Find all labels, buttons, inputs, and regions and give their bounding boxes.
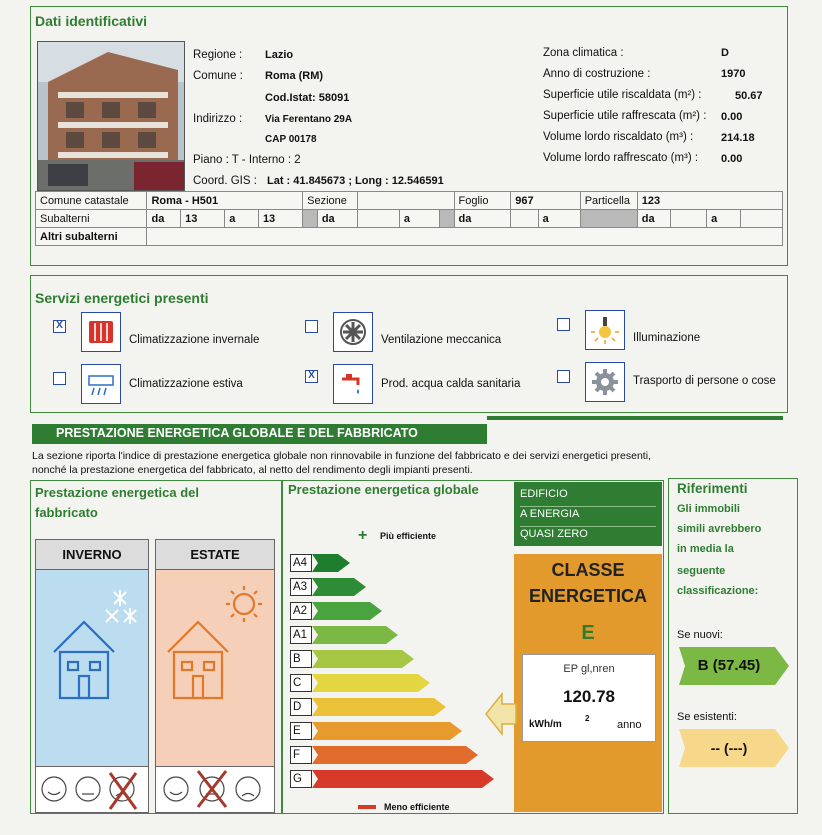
check-illuminazione[interactable] [557, 318, 570, 331]
sezione-value [357, 192, 454, 210]
subalterni-label: Subalterni [36, 210, 147, 228]
check-acqua-calda[interactable]: X [305, 370, 318, 383]
comune-value: Roma (RM) [265, 70, 324, 82]
vol-raff-value: 0.00 [721, 153, 743, 165]
ep-anno: anno [617, 719, 642, 731]
particella-value: 123 [637, 192, 782, 210]
foglio-label: Foglio [454, 192, 511, 210]
nzeb-line-2: A ENERGIA [520, 508, 580, 520]
particella-label: Particella [580, 192, 637, 210]
radiator-icon [81, 312, 121, 352]
check-climatizzazione-invernale[interactable]: X [53, 320, 66, 333]
fabbricato-title-2: fabbricato [35, 505, 98, 520]
sub-empty-3 [671, 210, 707, 228]
nzeb-line-3: QUASI ZERO [520, 528, 588, 540]
a-3: a [538, 210, 580, 228]
indirizzo-label: Indirizzo : [193, 113, 243, 125]
a-1: a [225, 210, 259, 228]
plus-icon: + [358, 527, 368, 544]
label-illuminazione: Illuminazione [633, 332, 701, 344]
lamp-icon [585, 310, 625, 350]
banner-line [487, 416, 783, 420]
catasto-table [35, 191, 783, 246]
label-climatizzazione-invernale: Climatizzazione invernale [129, 334, 260, 346]
intro-line-1: La sezione riporta l'indice di prestazione energetica globale non rinnovabile in funzione del fabbricato e dei servizi energetici presenti, [32, 450, 651, 462]
label-ventilazione-meccanica: Ventilazione meccanica [381, 334, 502, 346]
inverno-label: INVERNO [36, 540, 148, 570]
sub-to-value: 13 [258, 210, 302, 228]
sezione-label: Sezione [303, 192, 358, 210]
gear-icon [585, 362, 625, 402]
da-2: da [317, 210, 357, 228]
inverno-rating [36, 766, 148, 812]
fabbricato-title-1: Prestazione energetica del [35, 485, 200, 500]
riferimenti-text-5: classificazione: [677, 585, 759, 597]
vol-risc-label: Volume lordo riscaldato (m³) : [543, 131, 694, 143]
sup-risc-value: 50.67 [735, 90, 763, 102]
identification-title: Dati identificativi [35, 13, 148, 29]
classe-label-2: ENERGETICA [528, 586, 647, 606]
zona-value: D [721, 47, 729, 59]
globale-title: Prestazione energetica globale [288, 482, 479, 497]
minus-icon [358, 805, 376, 809]
level-label-a4: A4 [290, 554, 312, 572]
air-conditioner-icon [81, 364, 121, 404]
level-bar-f [312, 746, 480, 764]
vol-risc-value: 214.18 [721, 132, 755, 144]
ep-label: EP gl,nren [563, 663, 615, 675]
level-bar-b [312, 650, 416, 668]
label-trasporto: Trasporto di persone o cose [633, 375, 776, 387]
regione-label: Regione : [193, 49, 243, 61]
coord-value: Lat : 41.845673 ; Long : 12.546591 [267, 175, 444, 187]
nzeb-line-1: EDIFICIO [520, 488, 568, 500]
riferimenti-panel [668, 478, 798, 814]
esistenti-label: Se esistenti: [677, 711, 737, 723]
foglio-value: 967 [511, 192, 580, 210]
level-bar-e [312, 722, 464, 740]
cap-value: CAP 00178 [265, 134, 317, 145]
building-photo [37, 41, 185, 191]
riferimenti-text-1: Gli immobili [677, 503, 740, 515]
identification-section [30, 6, 788, 266]
label-climatizzazione-estiva: Climatizzazione estiva [129, 378, 243, 390]
level-bar-g [312, 770, 496, 788]
nuovi-value: B (57.45) [697, 657, 761, 674]
check-trasporto[interactable] [557, 370, 570, 383]
services-section [30, 275, 788, 413]
level-label-a3: A3 [290, 578, 312, 596]
anno-value: 1970 [721, 68, 746, 80]
services-title: Servizi energetici presenti [35, 290, 209, 306]
ep-value: 120.78 [563, 687, 615, 706]
ep-unit-exponent: 2 [585, 714, 590, 723]
nzeb-box [514, 482, 662, 546]
fabbricato-panel [30, 480, 282, 814]
level-label-a1: A1 [290, 626, 312, 644]
istat-value: Cod.Istat: 58091 [265, 92, 350, 104]
esistenti-value: -- (---) [710, 740, 748, 756]
estate-rating [156, 766, 274, 812]
estate-box [155, 539, 275, 813]
riferimenti-text-4: seguente [677, 565, 726, 577]
intro-line-2: nonché la prestazione energetica del fabbricato, al netto del rendimento degli impianti presenti. [32, 464, 473, 476]
level-label-a2: A2 [290, 602, 312, 620]
level-bar-a4 [312, 554, 352, 572]
label-acqua-calda: Prod. acqua calda sanitaria [381, 378, 521, 390]
comune-catastale-value: Roma - H501 [147, 192, 303, 210]
level-bar-a2 [312, 602, 384, 620]
zona-label: Zona climatica : [543, 47, 624, 59]
sub-empty-4 [740, 210, 782, 228]
sub-divider-1 [303, 210, 318, 228]
anno-label: Anno di costruzione : [543, 68, 651, 80]
piano-value: Piano : T - Interno : 2 [193, 154, 301, 166]
classe-value: E [581, 622, 595, 644]
ep-unit: kWh/m [529, 719, 562, 730]
classe-label-1: CLASSE [551, 560, 625, 580]
indirizzo-value: Via Ferentano 29A [265, 114, 353, 125]
level-label-e: E [290, 722, 312, 740]
sub-empty-2 [511, 210, 538, 228]
fan-icon [333, 312, 373, 352]
comune-label: Comune : [193, 70, 243, 82]
level-bar-d [312, 698, 448, 716]
check-ventilazione-meccanica[interactable] [305, 320, 318, 333]
level-label-c: C [290, 674, 312, 692]
check-climatizzazione-estiva[interactable] [53, 372, 66, 385]
ep-box [522, 654, 656, 742]
da-1: da [147, 210, 181, 228]
sup-raff-label: Superficie utile raffrescata (m²) : [543, 110, 707, 122]
house-winter-icon [36, 570, 150, 768]
faucet-icon [333, 364, 373, 404]
level-label-b: B [290, 650, 312, 668]
sub-empty-1 [357, 210, 399, 228]
inverno-box [35, 539, 149, 813]
sub-divider-3 [580, 210, 637, 228]
altri-subalterni-label: Altri subalterni [36, 228, 147, 246]
coord-label: Coord. GIS : [193, 175, 257, 187]
piu-efficiente: Più efficiente [380, 531, 437, 541]
house-summer-icon [156, 570, 276, 768]
vol-raff-label: Volume lordo raffrescato (m³) : [543, 152, 699, 164]
da-4: da [637, 210, 671, 228]
sub-from-value: 13 [181, 210, 225, 228]
level-bar-c [312, 674, 432, 692]
sup-raff-value: 0.00 [721, 111, 743, 123]
a-4: a [707, 210, 741, 228]
prestazione-banner: PRESTAZIONE ENERGETICA GLOBALE E DEL FABBRICATO [32, 424, 487, 444]
level-label-d: D [290, 698, 312, 716]
nuovi-label: Se nuovi: [677, 629, 723, 641]
sup-risc-label: Superficie utile riscaldata (m²) : [543, 89, 702, 101]
level-bar-a1 [312, 626, 400, 644]
class-pointer-arrow [484, 690, 518, 738]
estate-label: ESTATE [156, 540, 274, 570]
a-2: a [399, 210, 439, 228]
level-label-g: G [290, 770, 312, 788]
riferimenti-text-2: simili avrebbero [677, 523, 762, 535]
da-3: da [454, 210, 511, 228]
level-bar-a3 [312, 578, 368, 596]
level-label-f: F [290, 746, 312, 764]
riferimenti-text-3: in media la [677, 543, 734, 555]
comune-catastale-label: Comune catastale [36, 192, 147, 210]
riferimenti-title: Riferimenti [677, 481, 748, 496]
regione-value: Lazio [265, 49, 294, 61]
altri-subalterni-value [147, 228, 783, 246]
sub-divider-2 [439, 210, 454, 228]
meno-efficiente: Meno efficiente [384, 802, 450, 812]
